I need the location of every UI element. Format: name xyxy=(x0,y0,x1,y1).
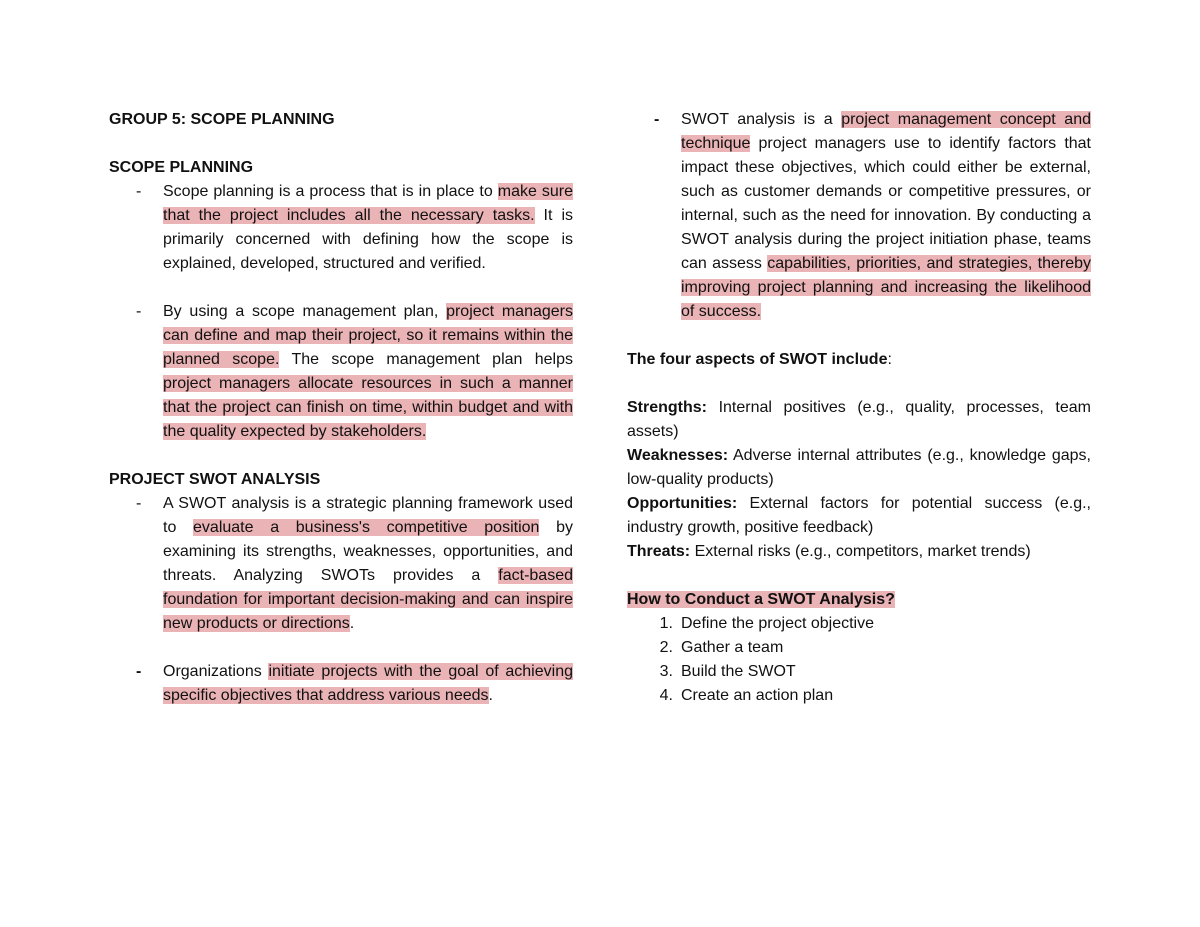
bullet-dash: - xyxy=(136,183,142,200)
step-text: Build the SWOT xyxy=(681,663,796,680)
swot-bullet-1-text-3: . xyxy=(349,615,355,632)
step-item xyxy=(627,636,1091,660)
scope-bullet-1 xyxy=(109,180,573,276)
scope-bullet-2-text-2: The scope management plan helps xyxy=(279,351,574,368)
scope-bullet-2-highlight: project managers can define and map their project, so it remains within the planned scope. xyxy=(163,303,573,368)
swot-bullet-2-text: Organizations xyxy=(163,663,269,680)
aspect-label: Threats: xyxy=(627,543,691,560)
aspect-label: Weaknesses: xyxy=(627,447,729,464)
scope-bullet-1-text: Scope planning is a process that is in place to xyxy=(163,183,498,200)
swot-bullet-1-highlight: evaluate a business's competitive position xyxy=(193,519,540,536)
step-item xyxy=(627,660,1091,684)
step-text: Gather a team xyxy=(681,639,784,656)
step-text: Create an action plan xyxy=(681,687,834,704)
scope-bullet-1-highlight: make sure that the project includes all the necessary tasks. xyxy=(163,183,573,224)
bullet-dash: - xyxy=(136,495,142,512)
aspects-intro xyxy=(627,348,1091,372)
swot-bullet-2-text-2: . xyxy=(488,687,493,704)
step-item xyxy=(627,684,1091,708)
aspect-text: External risks (e.g., competitors, market trends) xyxy=(690,543,1031,560)
aspect-weaknesses xyxy=(627,444,1091,492)
left-column xyxy=(109,108,573,708)
scope-bullet-1-text-2: It is primarily concerned with defining how the scope is explained, developed, structured and verified. xyxy=(163,207,573,272)
swot-bullet-3-highlight: project management concept and technique xyxy=(681,111,1091,152)
swot-bullet-2-highlight: initiate projects with the goal of achieving specific objectives that address various needs xyxy=(163,663,573,704)
swot-bullet-3-highlight-2: capabilities, priorities, and strategies, thereby improving project planning and increasing the likelihood of success. xyxy=(681,255,1091,320)
aspect-text: Internal positives (e.g., quality, processes, team assets) xyxy=(627,399,1091,440)
scope-planning-heading: SCOPE PLANNING xyxy=(109,159,254,176)
bullet-dash: - xyxy=(136,663,142,680)
swot-bullet-1 xyxy=(109,492,573,636)
swot-bullet-3-text: SWOT analysis is a xyxy=(681,111,842,128)
aspect-strengths xyxy=(627,396,1091,444)
step-number: 3. xyxy=(659,663,673,680)
bullet-dash: - xyxy=(654,111,660,128)
aspects-intro-text: The four aspects of SWOT include xyxy=(627,351,888,368)
step-text: Define the project objective xyxy=(681,615,874,632)
swot-bullet-1-text: A SWOT analysis is a strategic planning framework used to xyxy=(163,495,573,536)
document-title: GROUP 5: SCOPE PLANNING xyxy=(109,111,335,128)
aspect-text: External factors for potential success (e.g., industry growth, positive feedback) xyxy=(627,495,1091,536)
swot-bullet-3 xyxy=(627,108,1091,324)
aspect-text: Adverse internal attributes (e.g., knowledge gaps, low-quality products) xyxy=(627,447,1091,488)
howto-heading-row xyxy=(627,588,1091,612)
scope-bullet-2-text: By using a scope management plan, xyxy=(163,303,447,320)
scope-bullet-2-highlight-2: project managers allocate resources in such a manner that the project can finish on time, within budget and with the quality expected by stakeholders. xyxy=(163,375,573,440)
swot-bullet-1-highlight-2: fact-based foundation for important decision-making and can inspire new products or directions xyxy=(163,567,573,632)
aspects-intro-colon: : xyxy=(887,351,892,368)
bullet-dash: - xyxy=(136,303,142,320)
howto-heading: How to Conduct a SWOT Analysis? xyxy=(627,591,895,608)
step-number: 4. xyxy=(659,687,673,704)
swot-bullet-1-text-2: by examining its strengths, weaknesses, opportunities, and threats. Analyzing SWOTs provides a xyxy=(163,519,573,584)
step-number: 2. xyxy=(659,639,673,656)
scope-bullet-2 xyxy=(109,300,573,444)
right-column xyxy=(627,108,1091,708)
swot-bullet-3-text-2: project managers use to identify factors that impact these objectives, which could either be external, such as customer demands or competitive pressures, or internal, such as the need for innovation. By conducting a SWOT analysis during the project initiation phase, teams can assess xyxy=(681,135,1091,272)
aspect-opportunities xyxy=(627,492,1091,540)
step-item xyxy=(627,612,1091,636)
swot-bullet-2 xyxy=(109,660,573,708)
aspect-threats xyxy=(627,540,1091,564)
step-number: 1. xyxy=(659,615,673,632)
aspect-label: Opportunities: xyxy=(627,495,738,512)
swot-analysis-heading: PROJECT SWOT ANALYSIS xyxy=(109,471,321,488)
aspect-label: Strengths: xyxy=(627,399,707,416)
